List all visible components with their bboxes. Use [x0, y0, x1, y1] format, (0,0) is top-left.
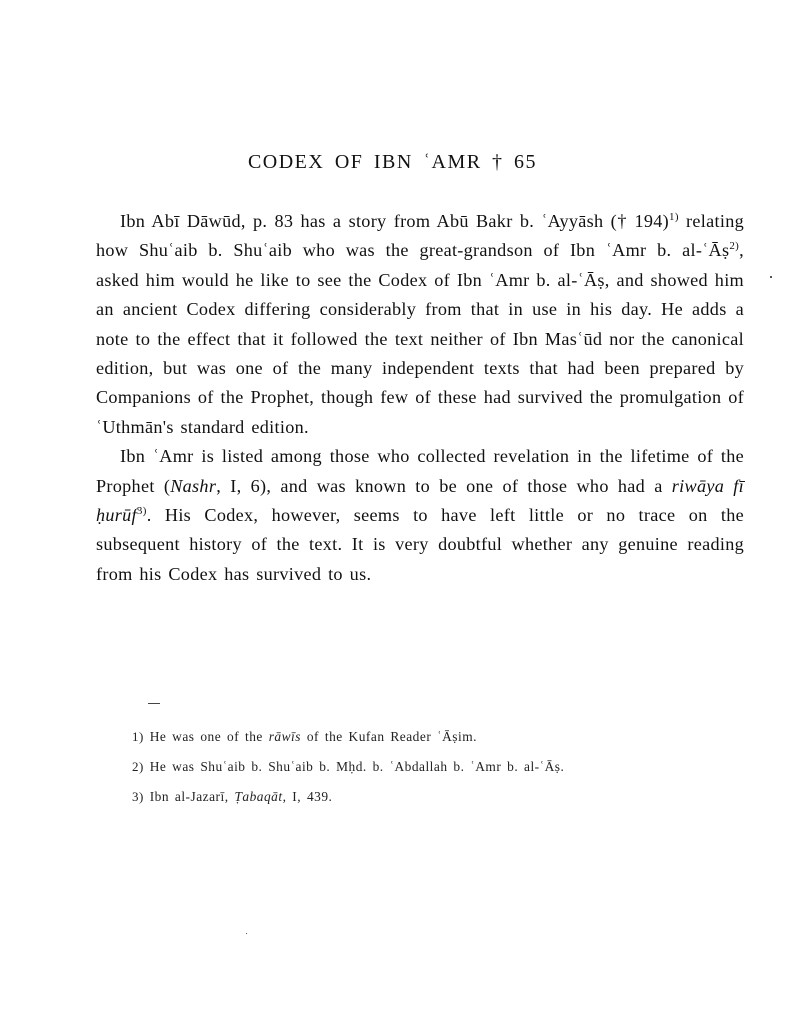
- paragraph-1-text-c: , asked him would he like to see the Codex of Ibn ʿAmr b. al-ʿĀṣ, and showed him an ancient Codex differing considerably from that in use in his day. He adds a note to the effect that it followed the text neither of Ibn Masʿūd nor the canonical edition, but was one of the many independent texts that had been prepared by Companions of the Prophet, though few of these had survived the promulgation of ʿUthmān's standard edition.: [96, 240, 744, 437]
- footnote-2-number: 2): [132, 759, 144, 774]
- footnote-ref-3: 3): [136, 505, 147, 517]
- footnote-1-text-b: of the Kufan Reader ʿĀṣim.: [301, 729, 477, 744]
- footnote-3-text-b: , I, 439.: [282, 789, 333, 804]
- scan-speck: [770, 276, 772, 278]
- footnote-1-number: 1): [132, 729, 144, 744]
- footnote-1-italic: rāwīs: [268, 729, 301, 744]
- footnote-3-italic: Ṭabaqāt: [234, 789, 283, 804]
- footnote-ref-1: 1): [669, 210, 679, 223]
- paragraph-2: [96, 442, 744, 589]
- page-title: CODEX OF IBN ʿAMR † 65: [247, 151, 538, 173]
- paragraph-2-text-a: Ibn ʿAmr is listed among those who collected revelation in the lifetime of the Prophet (: [96, 446, 744, 496]
- footnotes: [132, 722, 732, 812]
- footnote-divider: [148, 703, 160, 704]
- footnote-3: [132, 782, 732, 812]
- paragraph-1-text-b: relating how Shuʿaib b. Shuʿaib who was the great-grandson of Ibn ʿAmr b. al-ʿĀṣ: [96, 211, 744, 261]
- paragraph-2-italic-nashr: Nashr: [170, 475, 217, 496]
- footnote-ref-2: 2): [729, 240, 740, 253]
- scan-speck: [246, 933, 247, 934]
- paragraph-2-italic-riwaya: riwāya fī ḥurūf: [96, 475, 744, 526]
- footnote-2-text: He was Shuʿaib b. Shuʿaib b. Mḥd. b. ʿAbdallah b. ʿAmr b. al-ʿĀṣ.: [143, 759, 565, 774]
- paragraph-2-text-c: . His Codex, however, seems to have left little or no trace on the subsequent history of the text. It is very doubtful whether any genuine reading from his Codex has survived to us.: [96, 505, 744, 584]
- paragraph-1: [96, 207, 744, 442]
- footnote-1: [132, 722, 732, 752]
- footnote-3-text-a: Ibn al-Jazarī,: [143, 789, 235, 804]
- footnote-3-number: 3): [132, 789, 144, 804]
- footnote-1-text-a: He was one of the: [143, 729, 269, 744]
- footnote-2: [132, 752, 732, 782]
- paragraph-2-text-b: , I, 6), and was known to be one of those who had a: [216, 475, 672, 496]
- main-text: [96, 207, 744, 589]
- paragraph-1-text-a: Ibn Abī Dāwūd, p. 83 has a story from Abū Bakr b. ʿAyyāsh († 194): [120, 211, 670, 231]
